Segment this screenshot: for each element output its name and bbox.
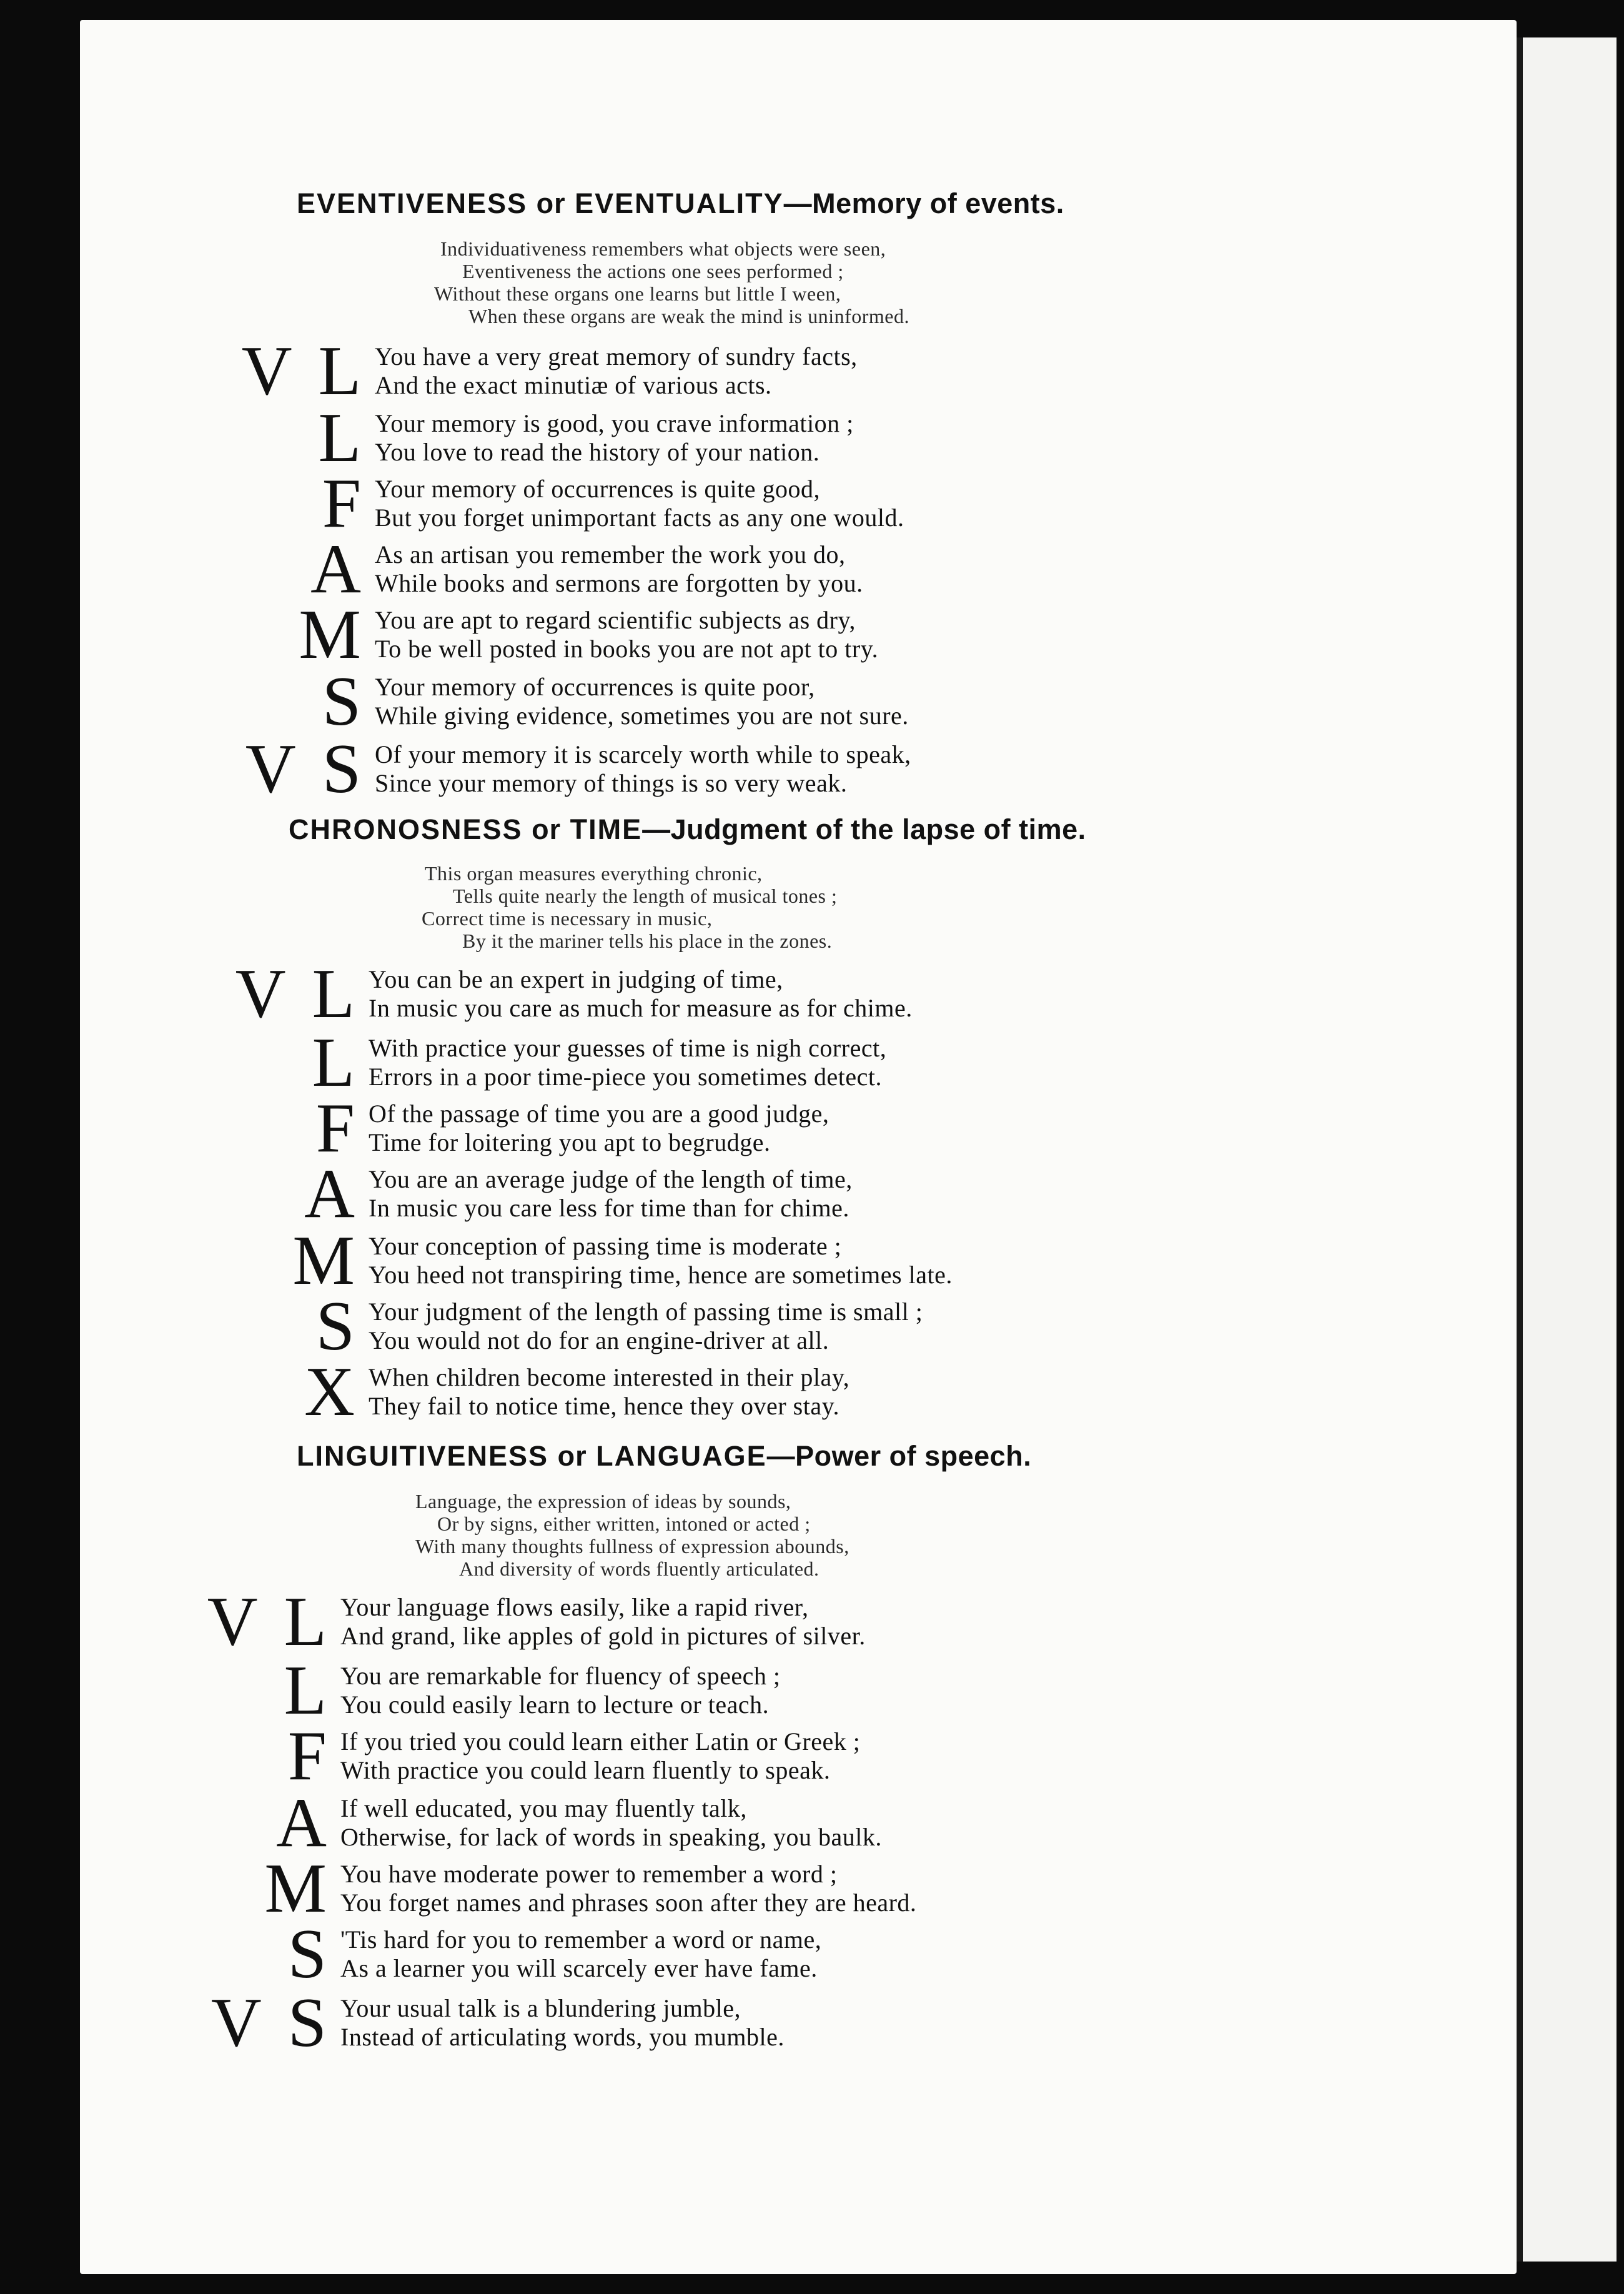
verse-line: As an artisan you remember the work you do, <box>375 540 846 569</box>
verse-line: If well educated, you may fluently talk, <box>340 1794 747 1822</box>
faculty-alt-name: EVENTUALITY <box>575 187 784 219</box>
grade-letters: L <box>318 399 366 477</box>
verse-line: 'Tis hard for you to remember a word or name, <box>340 1925 822 1954</box>
grade-letters: S <box>315 1288 360 1365</box>
or-connector: or <box>532 813 562 845</box>
verse-line: And the exact minutiæ of various acts. <box>375 371 772 399</box>
verse-line: You are remarkable for fluency of speech ; <box>340 1662 781 1690</box>
verse-line: In music you care as much for measure as for chime. <box>369 994 913 1022</box>
poem-line: Individuativeness remembers what objects were seen, <box>440 237 886 260</box>
faculty-name: LINGUITIVENESS <box>297 1440 549 1472</box>
grade-verse <box>375 409 854 467</box>
grade-verse <box>369 1100 829 1157</box>
verse-line: While books and sermons are forgotten by you. <box>375 569 863 597</box>
grade-letters: M <box>292 1222 360 1299</box>
verse-line: To be well posted in books you are not apt to try. <box>375 635 879 663</box>
poem-line: Correct time is necessary in music, <box>422 907 713 930</box>
grade-verse <box>369 1363 849 1421</box>
grade-letters: F <box>315 1090 360 1167</box>
verse-line: With practice your guesses of time is nigh correct, <box>369 1034 887 1062</box>
poem-line: With many thoughts fullness of expression abounds, <box>415 1535 849 1557</box>
poem-line: Language, the expression of ideas by sounds, <box>415 1490 791 1512</box>
grade-verse <box>375 740 911 798</box>
grade-verse <box>369 1298 923 1355</box>
verse-line: While giving evidence, sometimes you are not sure. <box>375 702 909 730</box>
or-connector: or <box>536 187 566 219</box>
poem-line: When these organs are weak the mind is uninformed. <box>468 305 909 327</box>
grade-letters: L <box>312 1024 360 1101</box>
grade-verse <box>375 342 858 400</box>
faculty-description: —Power of speech. <box>766 1440 1032 1472</box>
verse-line: You have moderate power to remember a word ; <box>340 1860 838 1888</box>
verse-line: Time for loitering you apt to begrudge. <box>369 1128 771 1156</box>
faculty-alt-name: TIME <box>570 813 643 845</box>
grade-letters: M <box>264 1850 332 1927</box>
verse-line: But you forget unimportant facts as any one would. <box>375 504 904 532</box>
verse-line: Your usual talk is a blundering jumble, <box>340 1994 741 2022</box>
grade-letters: V L <box>241 332 366 410</box>
grade-letters: M <box>299 596 366 673</box>
grade-verse <box>340 1593 866 1651</box>
verse-line: You are an average judge of the length of time, <box>369 1165 853 1193</box>
faculty-description: —Memory of events. <box>783 187 1064 219</box>
verse-line: Your conception of passing time is moderate ; <box>369 1232 842 1260</box>
section-heading <box>297 187 1064 220</box>
verse-line: You could easily learn to lecture or teach. <box>340 1691 770 1719</box>
poem-line: By it the mariner tells his place in the zones. <box>462 930 833 952</box>
grade-verse <box>375 673 909 730</box>
faculty-name: CHRONOSNESS <box>289 813 523 845</box>
grade-verse <box>340 1727 860 1785</box>
grade-verse <box>340 1925 821 1983</box>
faculty-alt-name: LANGUAGE <box>596 1440 767 1472</box>
verse-line: Your memory of occurrences is quite good, <box>375 475 820 503</box>
poem-line: Or by signs, either written, intoned or acted ; <box>437 1512 811 1535</box>
grade-verse <box>375 606 878 663</box>
verse-line: If you tried you could learn either Latin or Greek ; <box>340 1727 861 1755</box>
grade-letters: X <box>304 1353 360 1431</box>
poem-line: Without these organs one learns but little I ween, <box>434 282 841 305</box>
grade-letters: F <box>322 465 366 542</box>
grade-letters: V L <box>235 955 360 1033</box>
grade-verse <box>369 965 913 1023</box>
verse-line: You can be an expert in judging of time, <box>369 965 783 993</box>
grade-letters: V S <box>245 730 366 808</box>
grade-verse <box>375 475 904 532</box>
faculty-name: EVENTIVENESS <box>297 187 528 219</box>
section-heading <box>289 813 1086 846</box>
grade-letters: A <box>310 530 366 608</box>
grade-letters: A <box>276 1784 332 1862</box>
verse-line: Your language flows easily, like a rapid river, <box>340 1593 809 1621</box>
intro-poem <box>415 1490 849 1580</box>
poem-line: This organ measures everything chronic, <box>425 862 763 885</box>
verse-line: You would not do for an engine-driver at all. <box>369 1326 829 1354</box>
verse-line: You heed not transpiring time, hence are sometimes late. <box>369 1261 953 1289</box>
grade-letters: S <box>322 663 366 740</box>
verse-line: With practice you could learn fluently to speak. <box>340 1756 831 1784</box>
verse-line: Since your memory of things is so very weak. <box>375 769 848 797</box>
verse-line: They fail to notice time, hence they over stay. <box>369 1392 839 1420</box>
verse-line: Your memory of occurrences is quite poor, <box>375 673 815 701</box>
faculty-description: —Judgment of the lapse of time. <box>642 813 1086 845</box>
verse-line: You are apt to regard scientific subjects as dry, <box>375 606 856 634</box>
verse-line: You forget names and phrases soon after they are heard. <box>340 1889 917 1917</box>
verse-line: Your memory is good, you crave information ; <box>375 409 854 437</box>
poem-line: Tells quite nearly the length of musical tones ; <box>453 885 838 907</box>
verse-line: You love to read the history of your nation. <box>375 438 820 466</box>
grade-letters: A <box>304 1155 360 1233</box>
grade-letters: L <box>284 1652 332 1729</box>
grade-verse <box>369 1034 886 1091</box>
adjacent-page-edge <box>1517 37 1617 2262</box>
verse-line: Of the passage of time you are a good judge, <box>369 1100 829 1128</box>
verse-line: As a learner you will scarcely ever have fame. <box>340 1954 818 1982</box>
poem-line: Eventiveness the actions one sees performed ; <box>462 260 844 282</box>
verse-line: And grand, like apples of gold in pictures of silver. <box>340 1622 866 1650</box>
grade-letters: F <box>287 1717 332 1795</box>
grade-verse <box>375 540 863 598</box>
verse-line: You have a very great memory of sundry facts, <box>375 342 858 370</box>
grade-verse <box>340 1994 785 2052</box>
grade-verse <box>369 1165 853 1223</box>
grade-verse <box>340 1860 916 1917</box>
verse-line: Of your memory it is scarcely worth while to speak, <box>375 740 911 768</box>
grade-verse <box>340 1662 780 1719</box>
verse-line: Errors in a poor time-piece you sometimes detect. <box>369 1063 883 1091</box>
section-heading <box>297 1440 1031 1472</box>
poem-line: And diversity of words fluently articulated. <box>459 1557 819 1580</box>
grade-verse <box>369 1232 953 1289</box>
intro-poem <box>434 237 909 327</box>
verse-line: When children become interested in their play, <box>369 1363 850 1391</box>
intro-poem <box>422 862 838 952</box>
grade-letters: V S <box>210 1984 332 2062</box>
grade-letters: S <box>287 1915 332 1993</box>
verse-line: Your judgment of the length of passing time is small ; <box>369 1298 923 1326</box>
verse-line: Instead of articulating words, you mumble. <box>340 2023 785 2051</box>
grade-letters: V L <box>207 1583 332 1661</box>
verse-line: Otherwise, for lack of words in speaking, you baulk. <box>340 1823 882 1851</box>
verse-line: In music you care less for time than for chime. <box>369 1194 849 1222</box>
or-connector: or <box>557 1440 587 1472</box>
grade-verse <box>340 1794 882 1852</box>
